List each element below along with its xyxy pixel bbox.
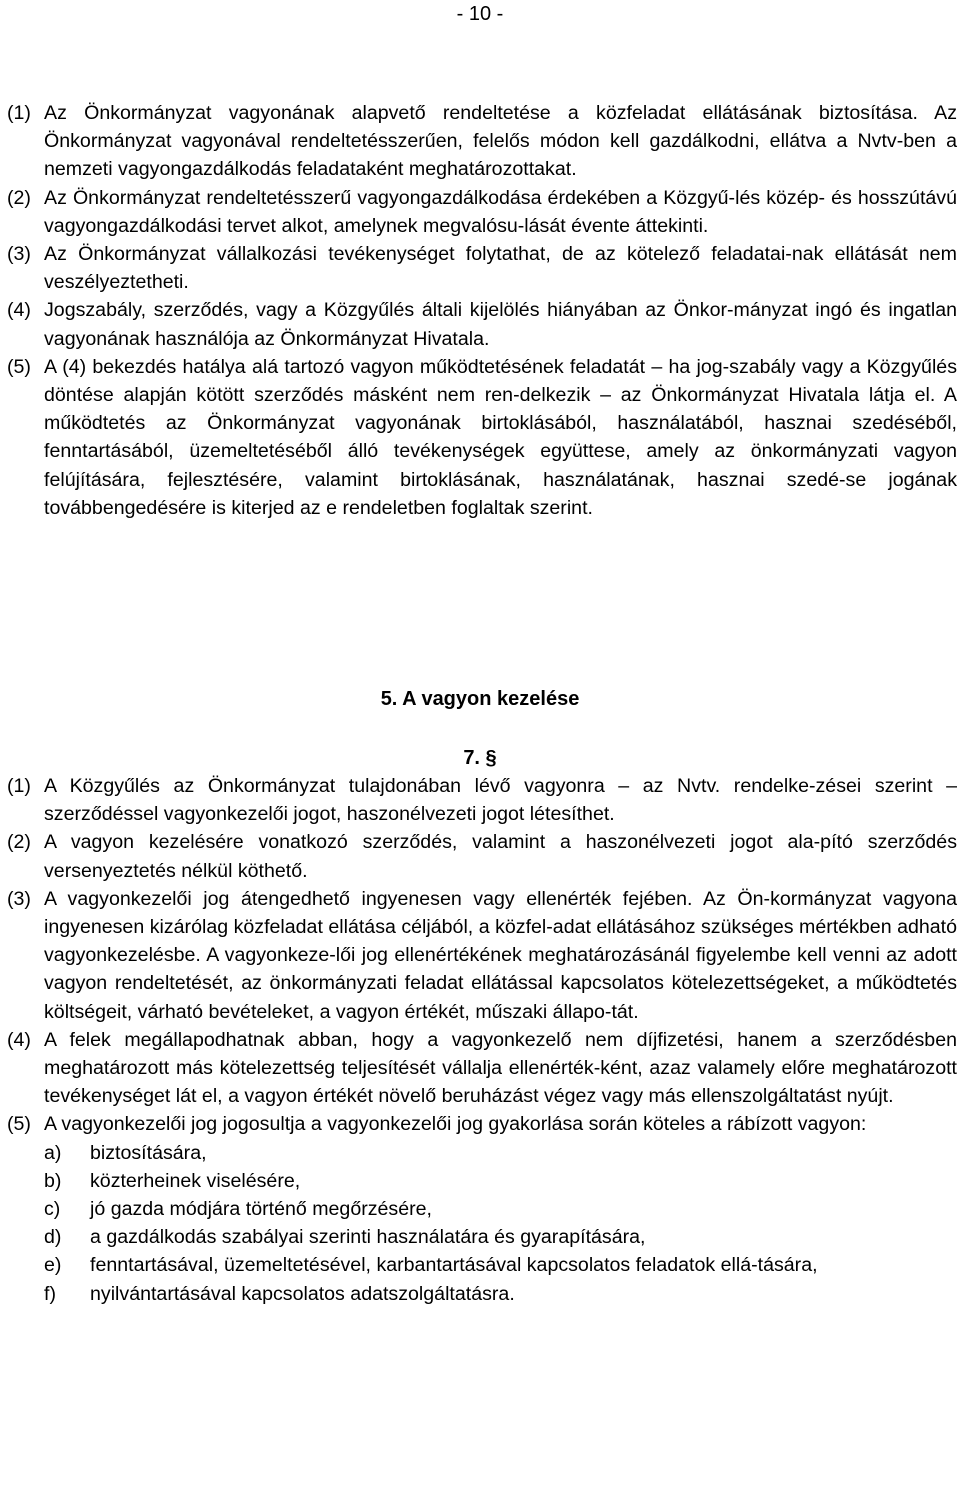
paragraph-text: A vagyonkezelői jog átengedhető ingyenesen vagy ellenérték fejében. Az Ön-kormányzat vagyona ingyenesen kizárólag közfeladat ellátása céljából, a közfel-adat ellátásához szükséges mértékben adható vagyonkezelésbe. A vagyonkeze-lői jog ellenértékének meghatározásánál figyelembe kell venni az adott vagyon rendeltetését, az önkormányzati feladat ellátással kapcsolatos kötelezettségeket, a működtetés költségeit, várható bevételeket, a vagyon értékét, műszaki állapo-tát.	[44, 887, 957, 1023]
list-item-text: jó gazda módjára történő megőrzésére,	[90, 1198, 432, 1221]
list-item-text: fenntartásával, üzemeltetésével, karbantartásával kapcsolatos feladatok ellá-tására,	[90, 1254, 818, 1277]
paragraph-number: (5)	[7, 355, 31, 378]
list-item	[7, 1251, 957, 1279]
list-item-label: a)	[44, 1141, 62, 1164]
section-title: 5. A vagyon kezelése	[380, 688, 580, 710]
top-paragraph-block	[7, 99, 957, 522]
list-item	[7, 1280, 957, 1308]
paragraph-number: (4)	[7, 299, 31, 322]
paragraph-number: (3)	[7, 243, 31, 266]
list-item-text: biztosítására,	[90, 1141, 207, 1164]
paragraph	[7, 828, 957, 884]
paragraph-text: Az Önkormányzat vagyonának alapvető rendeltetése a közfeladat ellátásának biztosítása. Az Önkormányzat vagyonával rendeltetésszerűen, felelős módon kell gazdálkodni, ellátva a Nvtv-ben a nemzeti vagyongazdálkodás feladataként meghatározottakat.	[44, 102, 957, 181]
paragraph-text: A vagyonkezelői jog jogosultja a vagyonkezelői jog gyakorlása során köteles a rábízott vagyon:	[44, 1113, 867, 1136]
list-item	[7, 1195, 957, 1223]
page-number: - 10 -	[456, 3, 504, 25]
bottom-paragraph-block	[7, 772, 957, 1308]
paragraph-number: (5)	[7, 1113, 31, 1136]
list-item-label: c)	[44, 1198, 61, 1221]
paragraph	[7, 885, 957, 1026]
paragraph	[7, 99, 957, 184]
list-item-label: d)	[44, 1226, 62, 1249]
paragraph	[7, 1110, 957, 1138]
paragraph	[7, 772, 957, 828]
paragraph-number: (2)	[7, 831, 31, 854]
list-item-label: e)	[44, 1254, 62, 1277]
list-item	[7, 1223, 957, 1251]
list-item-text: nyilvántartásával kapcsolatos adatszolgáltatásra.	[90, 1282, 515, 1305]
list-item-text: közterheinek viselésére,	[90, 1169, 301, 1192]
list-item	[7, 1139, 957, 1167]
paragraph	[7, 184, 957, 240]
list-item	[7, 1167, 957, 1195]
paragraph-number: (4)	[7, 1028, 31, 1051]
paragraph-text: Az Önkormányzat rendeltetésszerű vagyongazdálkodása érdekében a Közgyű-lés közép- és hosszútávú vagyongazdálkodási tervet alkot, amelynek megvalósu-lását évente áttekinti.	[44, 186, 957, 237]
list-item-text: a gazdálkodás szabályai szerinti használatára és gyarapítására,	[90, 1226, 646, 1249]
paragraph	[7, 353, 957, 522]
paragraph-sign: 7. §	[463, 747, 497, 769]
paragraph-number: (3)	[7, 887, 31, 910]
paragraph-text: A Közgyűlés az Önkormányzat tulajdonában lévő vagyonra – az Nvtv. rendelke-zései szerint – szerződéssel vagyonkezelői jogot, haszonélvezeti jogot létesíthet.	[44, 775, 957, 826]
paragraph-text: Jogszabály, szerződés, vagy a Közgyűlés általi kijelölés hiányában az Önkor-mányzat ingó és ingatlan vagyonának használója az Önkormányzat Hivatala.	[44, 299, 957, 350]
list-item-label: f)	[44, 1282, 56, 1305]
paragraph-text: A vagyon kezelésére vonatkozó szerződés, valamint a haszonélvezeti jogot ala-pító szerződés versenyeztetés nélkül köthető.	[44, 831, 957, 882]
paragraph-text: A (4) bekezdés hatálya alá tartozó vagyon működtetésének feladatát – ha jog-szabály vagy a Közgyűlés döntése alapján kötött szerződés másként nem ren-delkezik – az Önkormányzat Hivatala látja el. A működtetés az Önkormányzat vagyonának birtoklásából, használatából, hasznai szedéséből, fenntartásából, üzemeltetéséből álló tevékenységek együttese, amely az önkormányzati vagyon felújítására, fejlesztésére, valamint birtoklásának, használatának, hasznai szedé-se jogának továbbengedésére is kiterjed az e rendeletben foglaltak szerint.	[44, 355, 957, 519]
paragraph-text: A felek megállapodhatnak abban, hogy a vagyonkezelő nem díjfizetési, hanem a szerződésben meghatározott más kötelezettség teljesítését vállalja ellenérték-ként, azaz valamely előre meghatározott tevékenységet lát el, a vagyon értékét növelő beruházást végez vagy más ellenszolgáltatást nyújt.	[44, 1028, 957, 1108]
paragraph	[7, 1026, 957, 1111]
paragraph-text: Az Önkormányzat vállalkozási tevékenységet folytathat, de az kötelező feladatai-nak ellátását nem veszélyeztetheti.	[44, 243, 957, 294]
paragraph-number: (2)	[7, 186, 31, 209]
list-item-label: b)	[44, 1169, 62, 1192]
paragraph	[7, 240, 957, 296]
paragraph-number: (1)	[7, 102, 31, 124]
paragraph-number: (1)	[7, 775, 31, 797]
paragraph	[7, 296, 957, 352]
